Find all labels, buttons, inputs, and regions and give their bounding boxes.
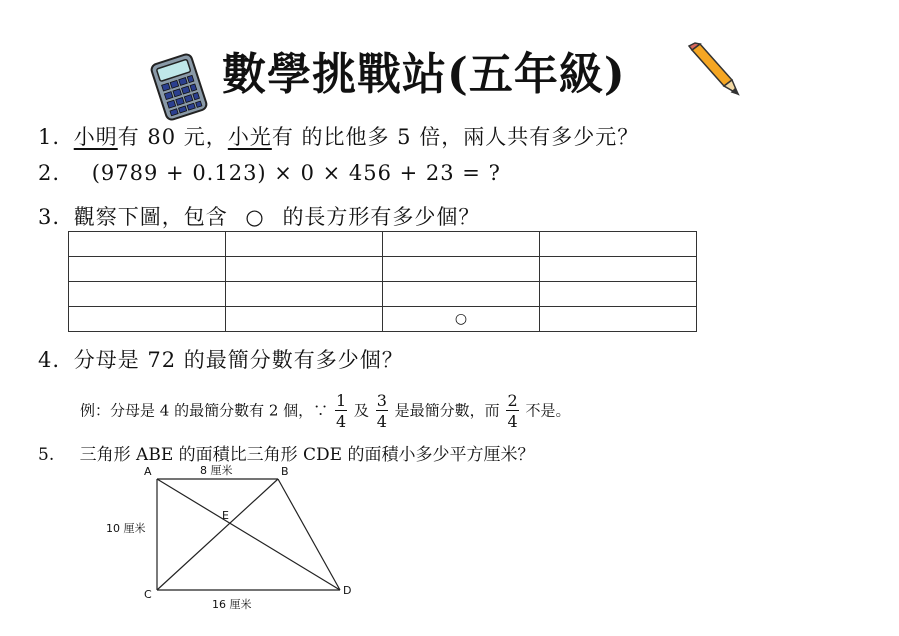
grid-row: [69, 307, 697, 332]
grid-cell: [383, 232, 540, 257]
fraction-two-quarters: [506, 393, 518, 430]
example-text: 例：分母是 4 的最簡分數有 2 個，∵: [80, 401, 329, 420]
pencil-icon: [686, 42, 742, 96]
trapezoid-figure: [100, 460, 370, 620]
grid-cell: [540, 232, 697, 257]
grid-cell: [383, 257, 540, 282]
example-text: 及: [353, 401, 374, 420]
question-3: [38, 201, 480, 231]
numerator: 2: [507, 391, 518, 410]
edge-bd: [278, 479, 340, 590]
question-number: 1.: [38, 125, 61, 149]
grid-cell: [540, 257, 697, 282]
vertex-b: B: [281, 465, 289, 478]
fraction-one-quarter: [335, 393, 347, 430]
numerator: 1: [335, 391, 347, 410]
diagonal-ad: [157, 479, 340, 590]
question-text: 有 的比他多 5 倍，兩人共有多少元？: [271, 125, 640, 149]
numerator: 3: [376, 391, 387, 410]
question-number: 2.: [38, 161, 61, 185]
length-left: 10 厘米: [106, 522, 146, 535]
length-top: 8 厘米: [200, 464, 233, 477]
vertex-e: E: [222, 509, 229, 522]
question-text: 有 80 元，: [117, 125, 228, 149]
grid-cell: [69, 232, 226, 257]
grid-cell: [69, 282, 226, 307]
fraction-three-quarters: [376, 393, 388, 430]
calculator-icon: [148, 52, 210, 122]
denominator: 4: [376, 412, 387, 431]
name-xiaoming: 小明: [73, 125, 118, 149]
grid-row: [69, 282, 697, 307]
grid-cell: [226, 257, 383, 282]
diagonal-bc: [157, 479, 278, 590]
example-text: 不是。: [525, 401, 571, 420]
question-text: 三角形 ABE 的面積比三角形 CDE 的面積小多少平方厘米？: [79, 445, 535, 465]
question-text: 分母是 72 的最簡分數有多少個？: [73, 348, 404, 372]
vertex-c: C: [144, 588, 152, 601]
question-number: 3.: [38, 205, 61, 229]
circle-marker: ○: [454, 311, 468, 327]
grid-cell: [540, 282, 697, 307]
vertex-d: D: [343, 584, 352, 597]
grid-row: [69, 257, 697, 282]
denominator: 4: [507, 412, 518, 431]
rectangle-grid: [68, 231, 697, 332]
grid-cell: [226, 232, 383, 257]
example-line: [80, 393, 570, 430]
question-text: 的長方形有多少個？: [282, 205, 481, 229]
example-text: 是最簡分數，而: [394, 401, 500, 420]
vertex-a: A: [144, 465, 152, 478]
question-text: 觀察下圖，包含: [73, 205, 228, 229]
length-bottom: 16 厘米: [212, 598, 252, 611]
name-xiaoguang: 小光: [227, 125, 272, 149]
grid-cell: [226, 282, 383, 307]
grid-cell: [69, 307, 226, 332]
question-1: [38, 121, 639, 151]
denominator: 4: [335, 412, 347, 431]
grid-cell: [383, 282, 540, 307]
grid-cell: [540, 307, 697, 332]
page-title: 數學挑戰站(五年級): [222, 49, 626, 100]
question-text: (9789 + 0.123) × 0 × 456 + 23 = ?: [91, 161, 501, 185]
grid-cell: [69, 257, 226, 282]
question-number: 4.: [38, 348, 61, 372]
grid-cell: [226, 307, 383, 332]
circle-symbol: ○: [245, 205, 265, 229]
question-4: [38, 344, 404, 374]
question-2: [38, 161, 501, 185]
grid-row: [69, 232, 697, 257]
grid-cell: [383, 307, 540, 332]
question-number: 5.: [38, 445, 55, 465]
